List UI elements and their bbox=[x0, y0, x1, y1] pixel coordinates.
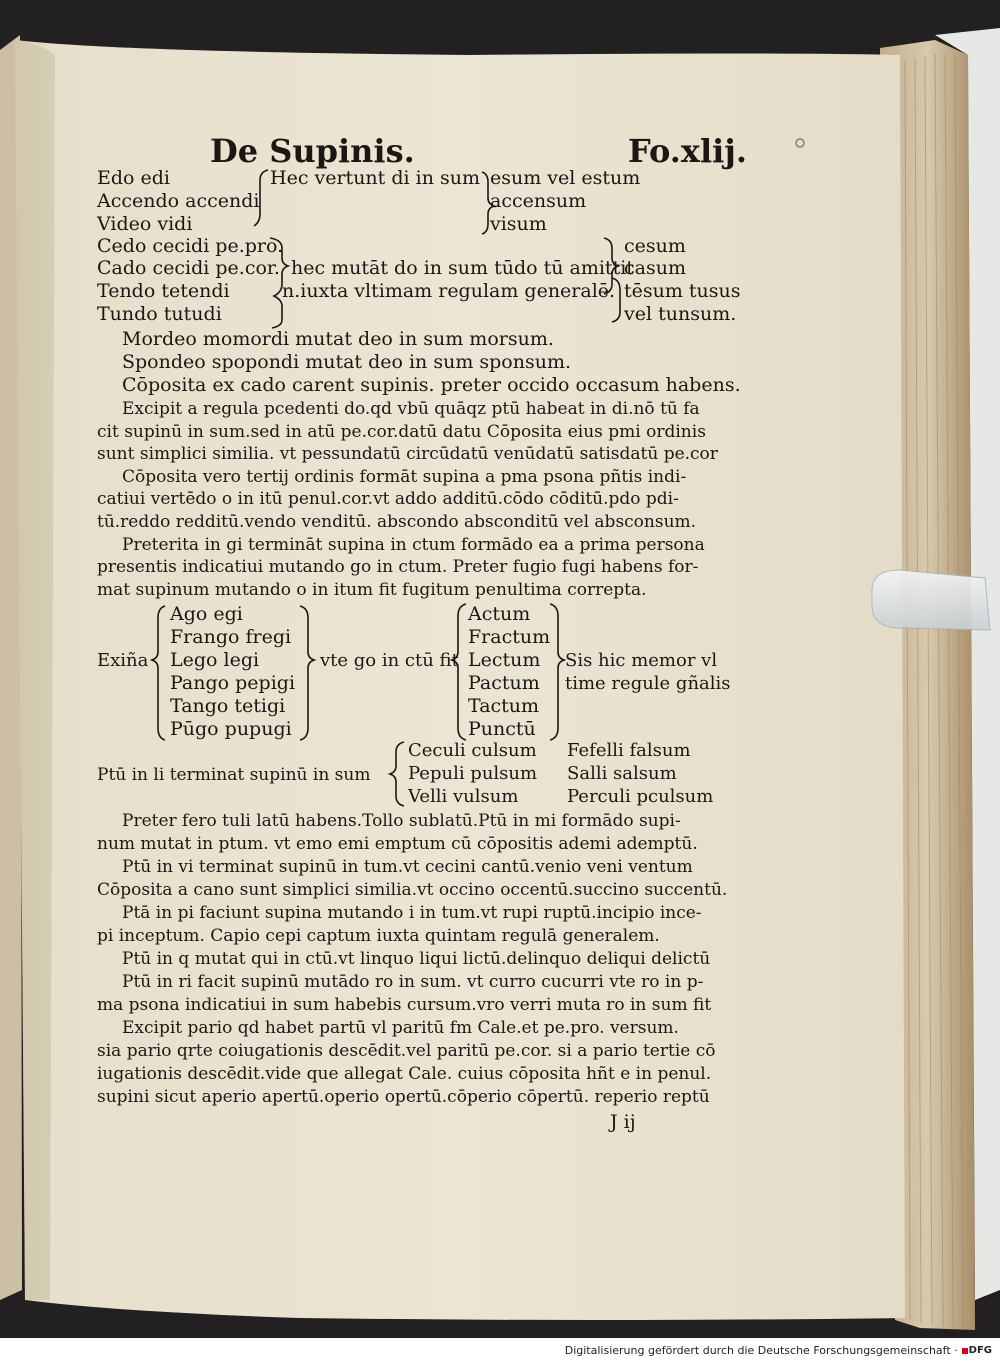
page-heading: De Supinis. bbox=[210, 132, 415, 170]
g2-middle-1: hec mutāt do in sum tūdo tū amittit bbox=[291, 257, 634, 279]
folio-number: Fo.xlij. bbox=[628, 132, 747, 170]
g4-label: Ptū in li terminat supinū in sum bbox=[97, 765, 371, 785]
g3-right-2: Fractum bbox=[468, 626, 551, 648]
p1-line-4: Excipit a regula pcedenti do.qd vbū quāqz ptū habeat in di.nō tū fa bbox=[122, 399, 700, 419]
p1-line-2: Spondeo spopondi mutat deo in sum sponsum. bbox=[122, 351, 572, 373]
g2-left-1: Cedo cecidi pe.pro. bbox=[97, 235, 284, 257]
g3-right-5: Tactum bbox=[468, 695, 540, 717]
g3-right-4: Pactum bbox=[468, 672, 540, 694]
g2-right-4: vel tunsum. bbox=[624, 303, 737, 325]
g4-middle-2: Pepuli pulsum bbox=[408, 763, 538, 784]
dfg-logo bbox=[962, 1345, 992, 1356]
p2-line-11: sia pario qrte coiugationis descēdit.vel paritū pe.cor. si a pario tertie cō bbox=[97, 1041, 716, 1061]
g3-right-1: Actum bbox=[468, 603, 531, 625]
p2-line-3: Ptū in vi terminat supinū in tum.vt cecini cantū.venio veni ventum bbox=[122, 857, 693, 877]
g3-left-6: Pūgo pupugi bbox=[170, 718, 292, 740]
g1-middle: Hec vertunt di in sum bbox=[270, 167, 480, 189]
p1-line-6: sunt simplici similia. vt pessundatū circūdatū venūdatū satisdatū pe.cor bbox=[97, 444, 718, 464]
g2-right-3: tēsum tusus bbox=[624, 280, 741, 302]
p1-line-12: mat supinum mutando o in itum fit fugitum penultima correpta. bbox=[97, 580, 647, 600]
p2-line-5: Ptā in pi faciunt supina mutando i in tum.vt rupi ruptū.incipio ince- bbox=[122, 903, 702, 923]
g3-right-3: Lectum bbox=[468, 649, 541, 671]
g3-middle: vte go in ctū fit bbox=[320, 650, 459, 671]
p1-line-3: Cōposita ex cado carent supinis. preter occido occasum habens. bbox=[122, 374, 741, 396]
g2-right-1: cesum bbox=[624, 235, 686, 257]
g2-left-4: Tundo tutudi bbox=[97, 303, 222, 325]
p1-line-7: Cōposita vero tertij ordinis formāt supina a pma psona pñtis indi- bbox=[122, 467, 687, 487]
g3-left-5: Tango tetigi bbox=[170, 695, 286, 717]
signature-mark: J ij bbox=[610, 1111, 636, 1133]
g3-label: Exiña bbox=[97, 650, 149, 671]
g1-left-1: Edo edi bbox=[97, 167, 170, 189]
p2-line-8: Ptū in ri facit supinū mutādo ro in sum. vt curro cucurri vte ro in p- bbox=[122, 972, 704, 992]
g4-right-2: Salli salsum bbox=[567, 763, 677, 784]
p2-line-9: ma psona indicatiui in sum habebis cursum.vro verri muta ro in sum fit bbox=[97, 995, 712, 1015]
g2-left-3: Tendo tetendi bbox=[97, 280, 230, 302]
g1-right-3: visum bbox=[490, 213, 547, 235]
g3-left-2: Frango fregi bbox=[170, 626, 292, 648]
dfg-logo-square-icon bbox=[962, 1348, 968, 1354]
p2-line-7: Ptū in q mutat qui in ctū.vt linquo liqui lictū.delinquo deliqui delictū bbox=[122, 949, 711, 969]
g4-right-1: Fefelli falsum bbox=[567, 740, 691, 761]
footer-credit: Digitalisierung gefördert durch die Deutsche Forschungsgemeinschaft · bbox=[564, 1344, 958, 1357]
g2-right-2: casum bbox=[624, 257, 686, 279]
g1-right-2: accensum bbox=[490, 190, 587, 212]
footer-bar bbox=[0, 1338, 1000, 1363]
g1-left-2: Accendo accendi bbox=[97, 190, 260, 212]
g3-left-4: Pango pepigi bbox=[170, 672, 296, 694]
p1-line-11: presentis indicatiui mutando go in ctum. Preter fugio fugi habens for- bbox=[97, 557, 699, 577]
p2-line-2: num mutat in ptum. vt emo emi emptum cū cōpositis ademi ademptū. bbox=[97, 834, 698, 854]
g1-right-1: esum vel estum bbox=[490, 167, 641, 189]
p2-line-6: pi inceptum. Capio cepi captum iuxta quintam regulā generalem. bbox=[97, 926, 660, 946]
g4-middle-1: Ceculi culsum bbox=[408, 740, 537, 761]
dfg-logo-text: DFG bbox=[968, 1345, 992, 1356]
g4-middle-3: Velli vulsum bbox=[408, 786, 519, 807]
p1-line-9: tū.reddo redditū.vendo venditū. abscondo absconditū vel absconsum. bbox=[97, 512, 697, 532]
g3-note-1: Sis hic memor vl bbox=[565, 650, 718, 671]
g3-right-6: Punctū bbox=[468, 718, 536, 740]
p2-line-1: Preter fero tuli latū habens.Tollo sublatū.Ptū in mi formādo supi- bbox=[122, 811, 681, 831]
p2-line-10: Excipit pario qd habet partū vl paritū fm Cale.et pe.pro. versum. bbox=[122, 1018, 679, 1038]
p2-line-4: Cōposita a cano sunt simplici similia.vt occino occentū.succino succentū. bbox=[97, 880, 728, 900]
page-clip bbox=[872, 570, 990, 630]
g4-right-3: Perculi pculsum bbox=[567, 786, 714, 807]
p1-line-1: Mordeo momordi mutat deo in sum morsum. bbox=[122, 328, 554, 350]
g2-middle-2: n.iuxta vltimam regulam generalē. bbox=[282, 280, 616, 302]
g3-left-1: Ago egi bbox=[170, 603, 243, 625]
p1-line-5: cit supinū in sum.sed in atū pe.cor.datū datu Cōposita eius pmi ordinis bbox=[97, 422, 706, 442]
g3-note-2: time regule gñalis bbox=[565, 673, 731, 694]
g2-left-2: Cado cecidi pe.cor. bbox=[97, 257, 280, 279]
g3-left-3: Lego legi bbox=[170, 649, 260, 671]
p2-line-12: iugationis descēdit.vide que allegat Cale. cuius cōposita hñt e in penul. bbox=[97, 1064, 712, 1084]
g1-left-3: Video vidi bbox=[97, 213, 193, 235]
p1-line-10: Preterita in gi termināt supina in ctum formādo ea a prima persona bbox=[122, 535, 705, 555]
p1-line-8: catiui vertēdo o in itū penul.cor.vt addo additū.cōdo cōditū.pdo pdi- bbox=[97, 489, 679, 509]
p2-line-13: supini sicut aperio apertū.operio opertū.cōperio cōpertū. reperio reptū bbox=[97, 1087, 710, 1107]
